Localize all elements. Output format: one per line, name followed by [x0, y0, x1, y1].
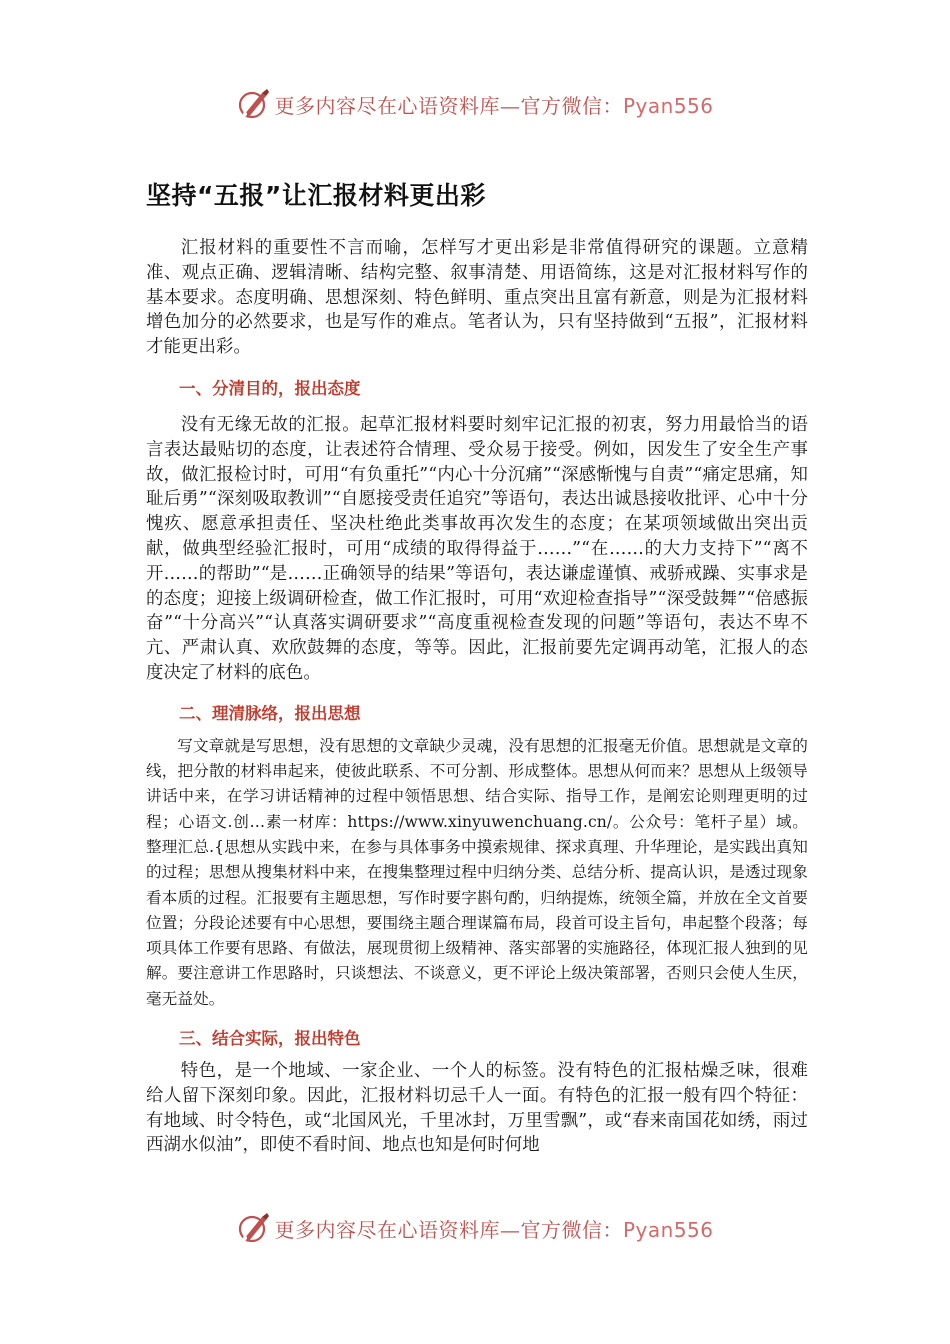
section-body-1: 没有无缘无故的汇报。起草汇报材料要时刻牢记汇报的初衷，努力用最恰当的语言表达最贴切的态度，让表述符合情理、受众易于接受。例如，因发生了安全生产事故，做汇报检讨时，可用“有负重托”“内心十分沉痛”“深感惭愧与自责”“痛定思痛，知耻后勇”“深刻吸取教训”“自愿接受责任追究”等语句，表达出诚恳接收批评、心中十分愧疚、愿意承担责任、坚决杜绝此类事故再次发生的态度；在某项领域做出突出贡献，做典型经验汇报时，可用“成绩的取得得益于……”“在……的大力支持下”“离不开……的帮助”“是……正确领导的结果”等语句，表达谦虚谨慎、戒骄戒躁、实事求是的态度；迎接上级调研检查，做工作汇报时，可用“欢迎检查指导”“深受鼓舞”“倍感振奋”“十分高兴”“认真落实调研要求”“高度重视检查发现的问题”等语句，表达不卑不亢、严肃认真、欢欣鼓舞的态度，等等。因此，汇报前要先定调再动笔，汇报人的态度决定了材料的底色。: [146, 414, 808, 683]
banner-wechat-label: 官方微信：: [520, 93, 623, 118]
logo-pen-icon: [236, 87, 270, 121]
section-body-2: 写文章就是写思想，没有思想的文章缺少灵魂，没有思想的汇报毫无价值。思想就是文章的线，把分散的材料串起来，使彼此联系、不可分割、形成整体。思想从何而来？思想从上级领导讲话中来，在学习讲话精神的过程中领悟思想、结合实际、指导工作，是阐宏论则理更明的过程；心语文.创…素一材库：https://www.xinyuwenchuang.cn/。公众号：笔杆子星）域。整理汇总.{思想从实践中来，在参与具体事务中摸索规律、探求真理、升华理论，是实践出真知的过程；思想从搜集材料中来，在搜集整理过程中归纳分类、总结分析、提高认识，是透过现象看本质的过程。汇报要有主题思想，写作时要字斟句酌，归纳提炼，统领全篇，并放在全文首要位置；分段论述要有中心思想，要围绕主题合理谋篇布局，段首可设主旨句，串起整个段落；每项具体工作要有思路、有做法，展现贯彻上级精神、落实部署的实施路径，体现汇报人独到的见解。要注意讲工作思路时，只谈想法、不谈意义，更不评论上级决策部署，否则只会使人生厌，毫无益处。: [146, 736, 808, 1008]
header-banner: [0, 84, 950, 124]
banner-site-name: 更多内容尽在心语资料库: [274, 93, 500, 118]
banner-dash: —: [499, 93, 521, 118]
banner-dash: —: [499, 1217, 521, 1242]
banner-site-name: 更多内容尽在心语资料库: [274, 1217, 500, 1242]
section-body-3: 特色，是一个地域、一家企业、一个人的标签。没有特色的汇报枯燥乏味，很难给人留下深刻印象。因此，汇报材料切忌千人一面。有特色的汇报一般有四个特征：有地域、时令特色，或“北国风光，千里冰封，万里雪飘”，或“春来南国花如绣，雨过西湖水似油”，即使不看时间、地点也知是何时何地: [146, 1061, 808, 1156]
section-heading-2: 二、理清脉络，报出思想: [179, 703, 361, 723]
document-title: 坚持“五报”让汇报材料更出彩: [146, 181, 486, 210]
banner-account: Pyan556: [622, 93, 714, 118]
banner-wechat-label: 官方微信：: [520, 1217, 623, 1242]
banner-text: [274, 1214, 713, 1243]
document-body: [146, 176, 808, 1158]
section-heading-1: 一、分清目的，报出态度: [179, 378, 361, 398]
footer-banner: [0, 1208, 950, 1248]
banner-text: [274, 90, 713, 119]
section-heading-3: 三、结合实际，报出特色: [179, 1029, 361, 1049]
banner-account: Pyan556: [622, 1217, 714, 1242]
logo-pen-icon: [236, 1211, 270, 1245]
intro-paragraph: 汇报材料的重要性不言而喻，怎样写才更出彩是非常值得研究的课题。立意精准、观点正确、逻辑清晰、结构完整、叙事清楚、用语简练，这是对汇报材料写作的基本要求。态度明确、思想深刻、特色鲜明、重点突出且富有新意，则是为汇报材料增色加分的必然要求，也是写作的难点。笔者认为，只有坚持做到“五报”，汇报材料才能更出彩。: [146, 238, 808, 358]
